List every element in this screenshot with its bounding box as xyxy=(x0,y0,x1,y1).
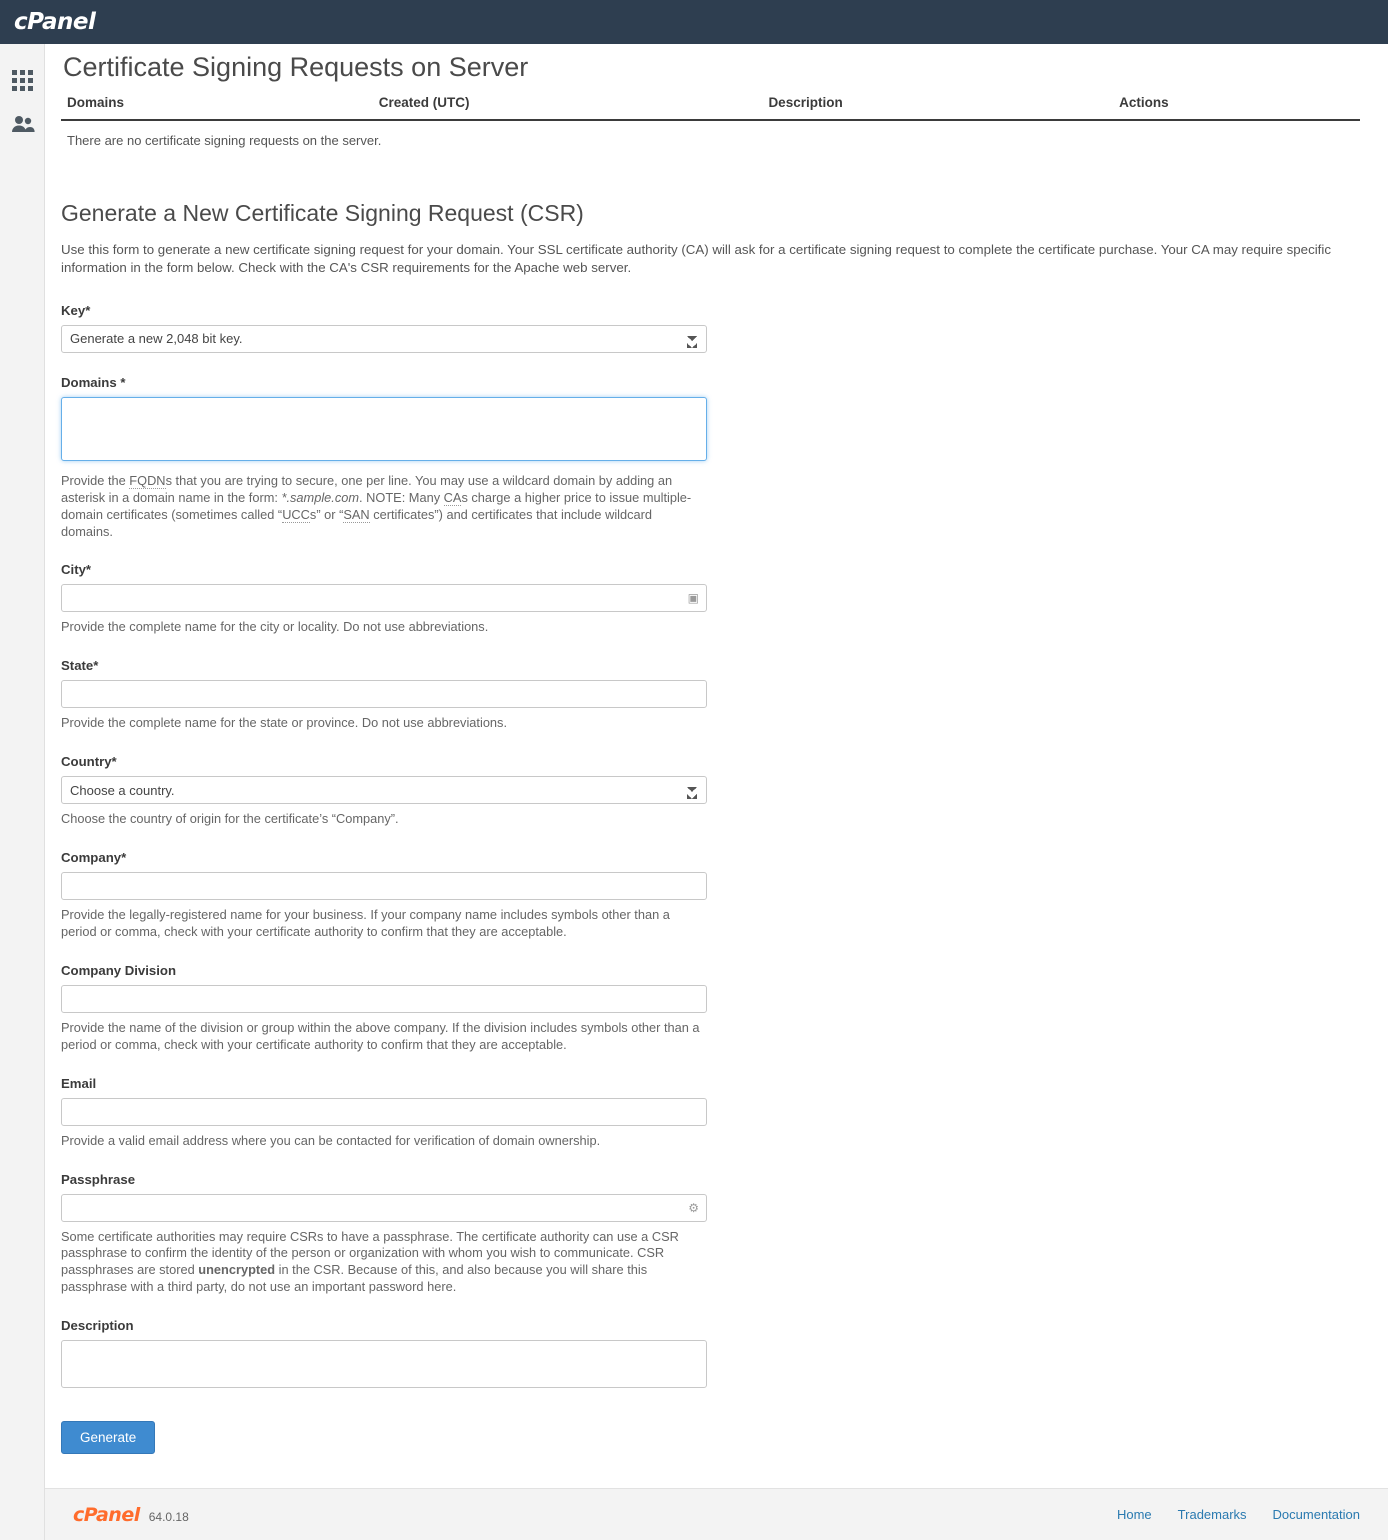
help-domains-part3: . NOTE: Many xyxy=(359,489,444,505)
help-company: Provide the legally-registered name for your business. If your company name includes symbols other than a period or comma, check with your certificate authority to confirm that they are acceptable. xyxy=(61,907,670,939)
state-input[interactable] xyxy=(61,680,707,708)
field-key xyxy=(61,303,707,353)
page-title: Certificate Signing Requests on Server xyxy=(63,52,529,82)
footer-brand xyxy=(73,1504,189,1526)
help-email: Provide a valid email address where you can be contacted for verification of domain ownership. xyxy=(61,1132,601,1148)
column-header-created: Created (UTC) xyxy=(373,95,763,120)
help-domains xyxy=(61,473,707,541)
user-manager-button[interactable] xyxy=(0,102,45,146)
passphrase-input-wrap xyxy=(61,1194,707,1222)
help-domains-example: *.sample.com xyxy=(281,489,360,505)
field-email xyxy=(61,1076,707,1150)
section-intro-text: Use this form to generate a new certificate signing request for your domain. Your SSL certificate authority (CA) will ask for a certificate signing request to complete the certificate purchase. Your CA may require specific information in the form below. Check with the CA's CSR requirements for the Apache web server. xyxy=(61,242,1331,275)
help-passphrase-bold: unencrypted xyxy=(198,1262,276,1278)
description-textarea[interactable] xyxy=(61,1340,707,1388)
apps-grid-button[interactable] xyxy=(0,58,45,102)
label-key: Key* xyxy=(61,302,91,318)
label-company-division: Company Division xyxy=(61,962,177,978)
generate-button[interactable]: Generate xyxy=(61,1421,155,1454)
abbr-san: SAN xyxy=(343,506,370,522)
main-content xyxy=(45,44,1388,1540)
city-icon[interactable]: ▣ xyxy=(687,591,699,606)
label-description: Description xyxy=(61,1318,134,1334)
footer-links xyxy=(1117,1507,1360,1522)
help-company-division: Provide the name of the division or group within the above company. If the division includes symbols other than a period or comma, check with your certificate authority to confirm that they are acceptable. xyxy=(61,1019,700,1052)
label-state: State* xyxy=(61,658,99,674)
label-city: City* xyxy=(61,562,92,578)
field-state xyxy=(61,658,707,732)
country-select[interactable] xyxy=(61,776,707,804)
help-domains-part6: certificates”) and certificates that include wildcard domains. xyxy=(61,506,653,539)
help-country: Choose the country of origin for the certificate’s “Company”. xyxy=(61,811,399,827)
passphrase-input[interactable] xyxy=(61,1194,707,1222)
left-sidebar xyxy=(0,44,45,1540)
people-icon xyxy=(11,115,35,133)
help-domains-part1: Provide the xyxy=(61,472,130,488)
help-domains-part4: s charge a higher price to issue multiple-domain certificates (sometimes called “ xyxy=(61,489,692,522)
table-empty-message: There are no certificate signing requests on the server. xyxy=(67,133,382,148)
footer-link-home[interactable]: Home xyxy=(1116,1507,1152,1522)
label-passphrase: Passphrase xyxy=(61,1171,136,1187)
table-header-row xyxy=(61,95,1360,120)
field-passphrase xyxy=(61,1172,707,1297)
company-input[interactable] xyxy=(61,872,707,900)
domains-textarea[interactable] xyxy=(61,397,707,461)
company-division-input[interactable] xyxy=(61,985,707,1013)
field-description xyxy=(61,1318,707,1393)
column-header-actions: Actions xyxy=(1113,95,1360,120)
csr-table xyxy=(61,95,1360,158)
grid-icon xyxy=(12,70,33,91)
footer-link-documentation[interactable]: Documentation xyxy=(1272,1507,1360,1522)
abbr-ca: CA xyxy=(443,489,462,505)
help-passphrase-part1: Some certificate authorities may require CSRs to have a passphrase. The certificate authority can use a CSR passphrase to confirm the identity of the person or organization with whom you wish to communicate. CSR passphrases are stored xyxy=(61,1228,679,1278)
abbr-ucc: UCC xyxy=(282,506,310,522)
footer-link-trademarks[interactable]: Trademarks xyxy=(1177,1507,1247,1522)
cpanel-logo[interactable]: cPanel xyxy=(14,9,96,35)
footer xyxy=(45,1488,1388,1540)
field-city xyxy=(61,562,707,636)
field-company xyxy=(61,850,707,941)
help-city: Provide the complete name for the city or locality. Do not use abbreviations. xyxy=(61,619,489,635)
field-domains xyxy=(61,375,707,541)
table-empty-row xyxy=(61,120,1360,158)
key-select[interactable] xyxy=(61,325,707,353)
section-title: Generate a New Certificate Signing Request (CSR) xyxy=(61,200,584,226)
password-generator-icon[interactable]: ⚙ xyxy=(688,1200,699,1215)
label-company: Company* xyxy=(61,850,127,866)
footer-cpanel-logo: cPanel xyxy=(73,1503,140,1526)
help-domains-part5: s” or “ xyxy=(309,506,344,522)
help-state: Provide the complete name for the state or province. Do not use abbreviations. xyxy=(61,715,508,731)
city-input-wrap xyxy=(61,584,707,612)
label-domains: Domains * xyxy=(61,374,126,390)
help-passphrase-part2: in the CSR. Because of this, and also because you will share this passphrase with a third party, do not use an important password here. xyxy=(61,1262,648,1295)
column-header-domains: Domains xyxy=(61,95,373,120)
help-domains-part2: s that you are trying to secure, one per line. You may use a wildcard domain by adding an asterisk in a domain name in the form: xyxy=(61,472,673,505)
field-company-division xyxy=(61,963,707,1054)
abbr-fqdn: FQDN xyxy=(129,472,166,488)
label-email: Email xyxy=(61,1075,97,1091)
label-country: Country* xyxy=(61,754,117,770)
email-input[interactable] xyxy=(61,1098,707,1126)
column-header-description: Description xyxy=(762,95,1113,120)
top-bar xyxy=(0,0,1388,44)
field-country xyxy=(61,754,707,828)
help-passphrase xyxy=(61,1229,707,1297)
csr-form xyxy=(61,303,707,1454)
city-input[interactable] xyxy=(61,584,707,612)
footer-version: 64.0.18 xyxy=(148,1509,189,1524)
